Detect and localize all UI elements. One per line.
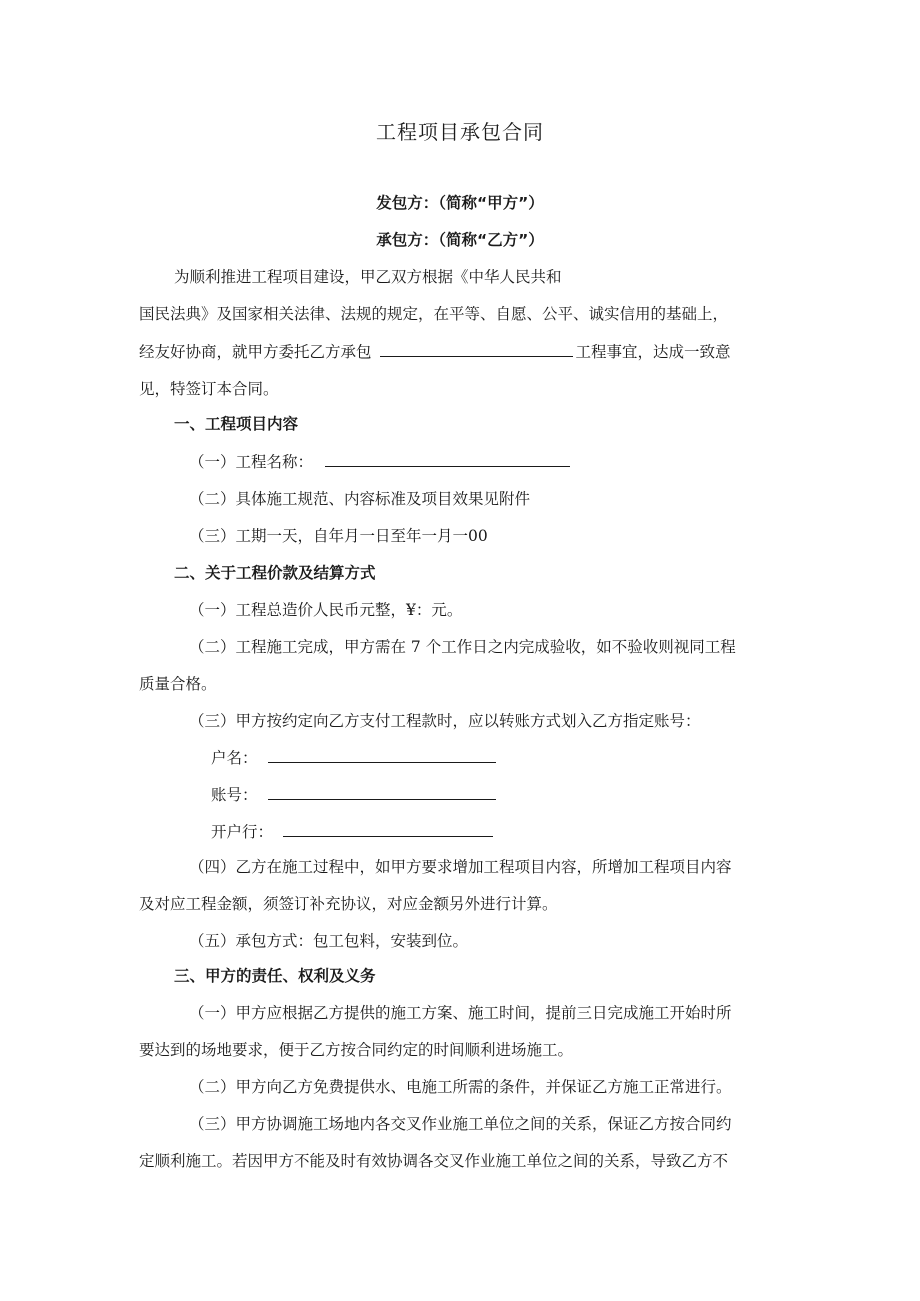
intro-line-1: 为顺利推进工程项目建设，甲乙双方根据《中华人民共和	[174, 268, 562, 286]
section-3-item-1-line-1: （一）甲方应根据乙方提供的施工方案、施工时间，提前三日完成施工开始时所	[189, 1004, 732, 1022]
intro-line-2: 国民法典》及国家相关法律、法规的规定，在平等、自愿、公平、诚实信用的基础上，	[139, 305, 729, 323]
account-number-label: 账号：	[211, 786, 258, 804]
project-name-blank	[380, 341, 573, 357]
intro-line-4: 见，特签订本合同。	[139, 380, 279, 398]
section-2-item-3: （三）甲方按约定向乙方支付工程款时，应以转账方式划入乙方指定账号：	[189, 712, 701, 730]
account-number-row	[211, 784, 496, 806]
section-3-heading: 三、甲方的责任、权利及义务	[174, 967, 376, 985]
intro-line-3	[139, 341, 731, 363]
section-2-item-2-line-2: 质量合格。	[139, 675, 217, 693]
section-2-item-1: （一）工程总造价人民币元整，¥：元。	[189, 601, 463, 619]
project-name-label: （一）工程名称：	[189, 453, 314, 471]
section-2-heading: 二、关于工程价款及结算方式	[174, 564, 376, 582]
section-1-item-3: （三）工期一天，自年月一日至年一月一00	[189, 527, 488, 545]
bank-field	[283, 821, 493, 837]
section-2-item-4-line-1: （四）乙方在施工过程中，如甲方要求增加工程项目内容，所增加工程项目内容	[189, 858, 732, 876]
bank-row	[211, 821, 493, 843]
intro-line-3-post: 工程事宜，达成一致意	[575, 343, 731, 361]
section-2-item-5: （五）承包方式：包工包料，安装到位。	[189, 932, 469, 950]
account-number-field	[268, 784, 496, 800]
section-3-item-3-line-1: （三）甲方协调施工场地内各交叉作业施工单位之间的关系，保证乙方按合同约	[189, 1115, 732, 1133]
section-1-heading: 一、工程项目内容	[174, 415, 299, 433]
section-1-item-2: （二）具体施工规范、内容标准及项目效果见附件	[189, 490, 531, 508]
account-name-field	[268, 747, 496, 763]
section-3-item-1-line-2: 要达到的场地要求，便于乙方按合同约定的时间顺利进场施工。	[139, 1041, 574, 1059]
contractor-party-line: 承包方：（简称“乙方”）	[376, 231, 544, 249]
section-1-item-1	[189, 451, 570, 473]
section-2-item-2-line-1: （二）工程施工完成，甲方需在 7 个工作日之内完成验收，如不验收则视同工程	[189, 638, 736, 656]
employer-party-line: 发包方：（简称“甲方”）	[376, 194, 544, 212]
intro-line-3-pre: 经友好协商，就甲方委托乙方承包	[139, 343, 372, 361]
account-name-label: 户名：	[211, 749, 258, 767]
account-name-row	[211, 747, 496, 769]
project-name-field	[325, 451, 570, 467]
document-title: 工程项目承包合同	[376, 120, 544, 144]
section-2-item-4-line-2: 及对应工程金额，须签订补充协议，对应金额另外进行计算。	[139, 895, 558, 913]
section-3-item-2: （二）甲方向乙方免费提供水、电施工所需的条件，并保证乙方施工正常进行。	[189, 1078, 732, 1096]
bank-label: 开户行：	[211, 823, 274, 841]
section-3-item-3-line-2: 定顺利施工。若因甲方不能及时有效协调各交叉作业施工单位之间的关系，导致乙方不	[139, 1152, 729, 1170]
